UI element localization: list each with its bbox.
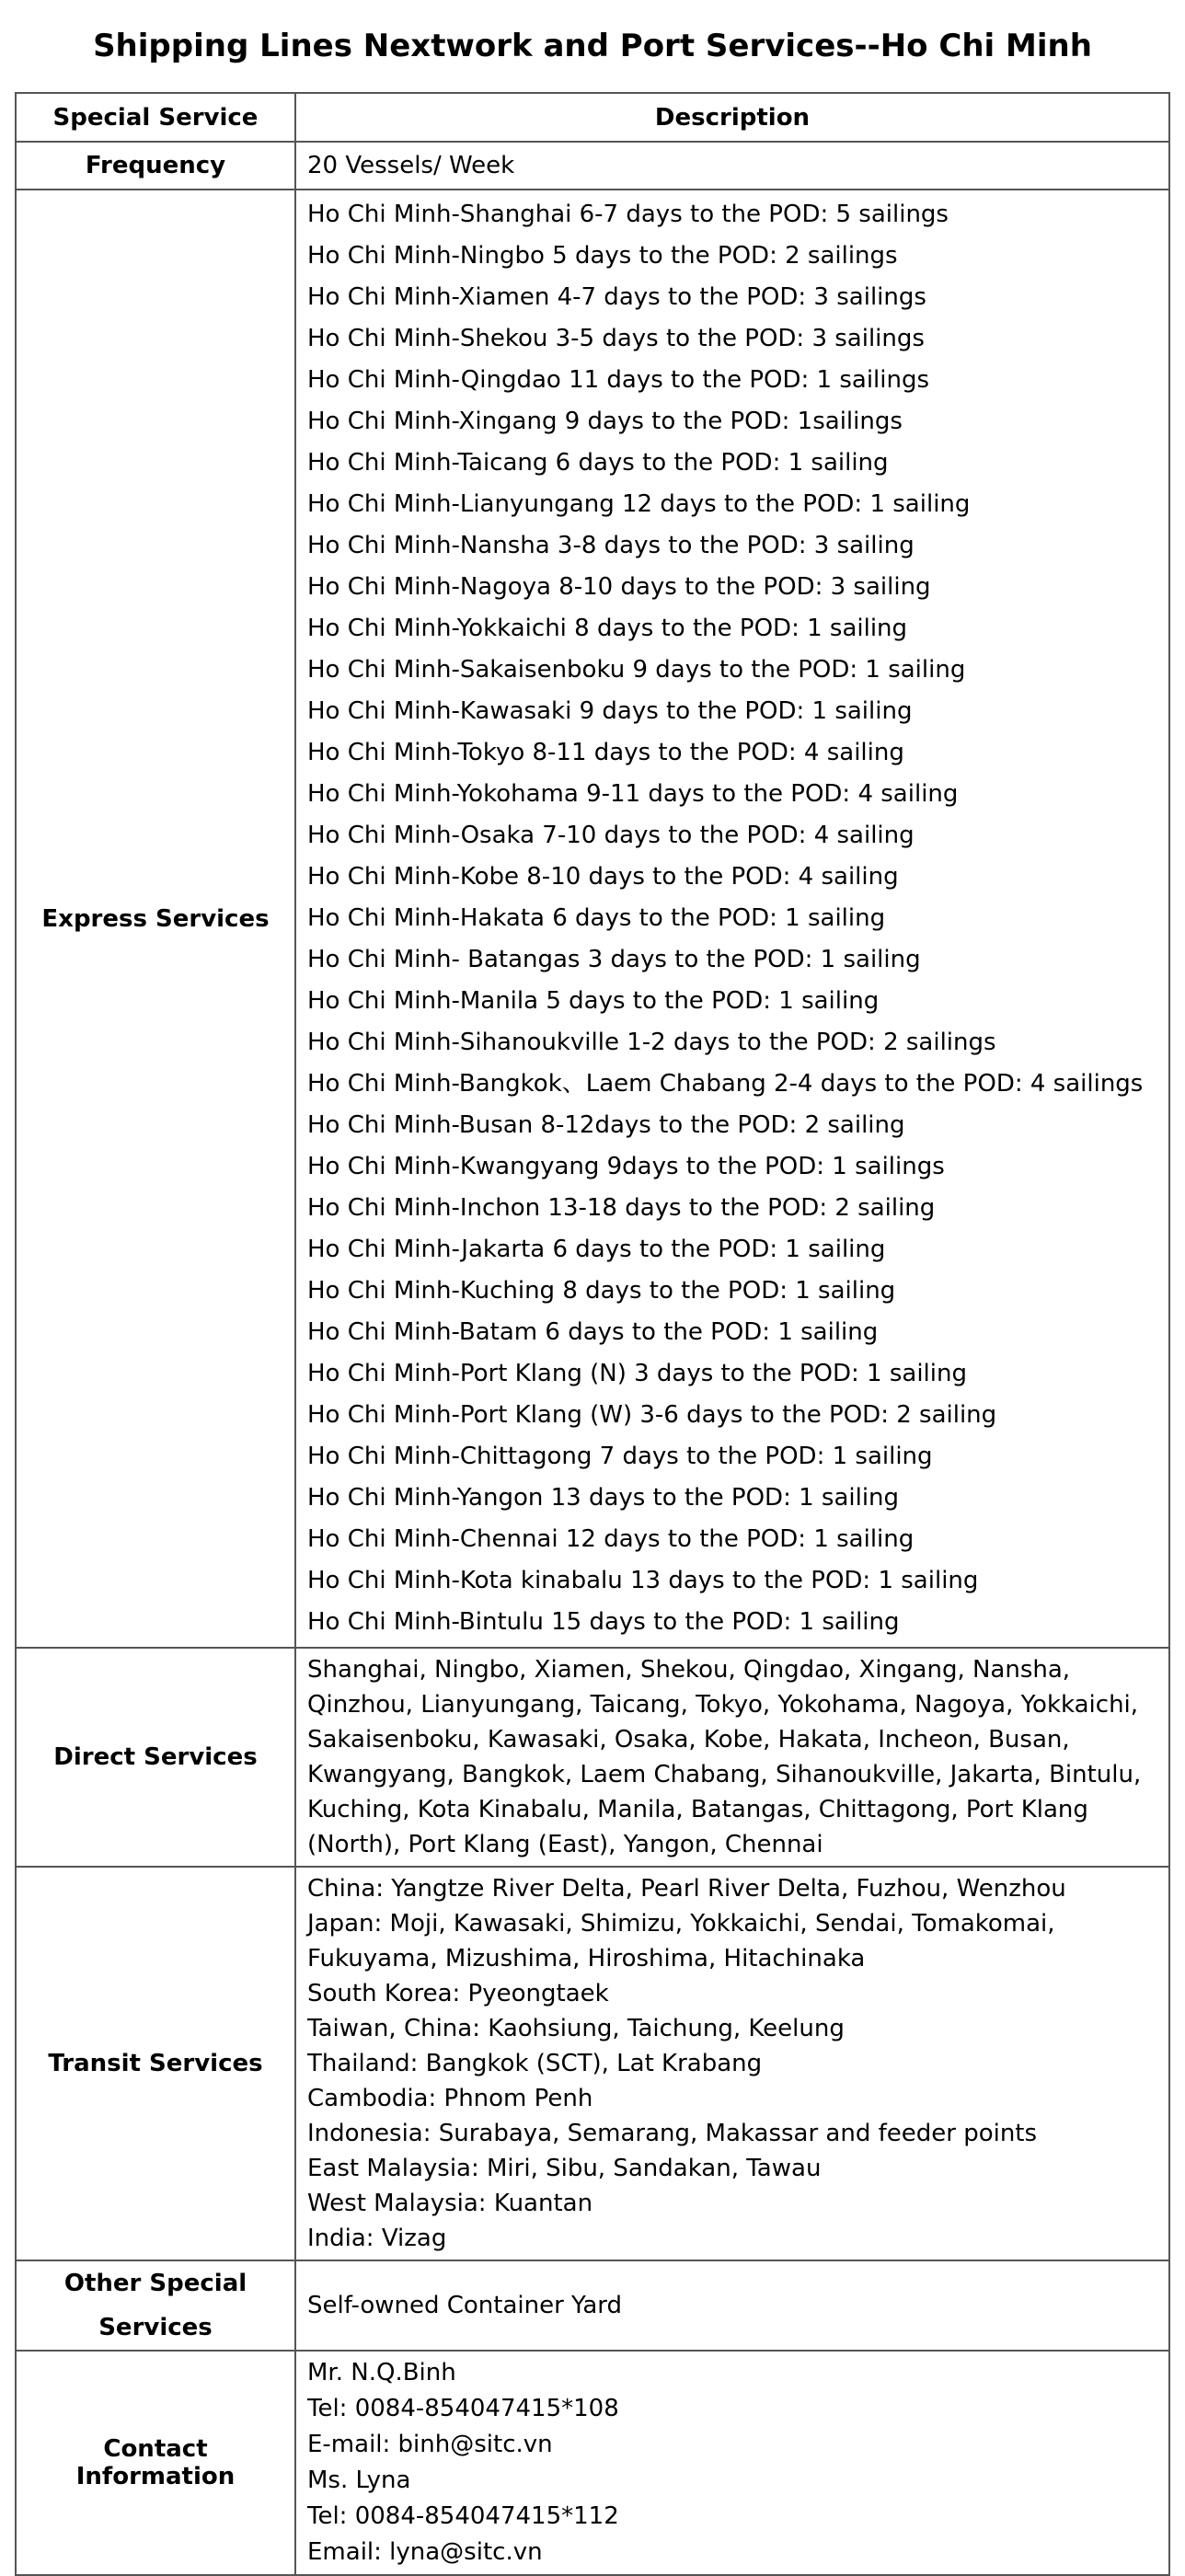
transit-service-line: China: Yangtze River Delta, Pearl River Delta, Fuzhou, Wenzhou — [307, 1875, 1066, 1903]
frequency-label: Frequency — [16, 142, 295, 190]
express-service-line: Ho Chi Minh-Xingang 9 days to the POD: 1sailings — [307, 408, 903, 435]
express-service-line: Ho Chi Minh-Taicang 6 days to the POD: 1 sailing — [307, 449, 889, 477]
express-service-line: Ho Chi Minh-Port Klang (N) 3 days to the POD: 1 sailing — [307, 1360, 967, 1387]
express-service-line: Ho Chi Minh-Manila 5 days to the POD: 1 sailing — [307, 987, 880, 1015]
transit-service-line: West Malaysia: Kuantan — [307, 2190, 593, 2217]
express-service-line: Ho Chi Minh-Kota kinabalu 13 days to the POD: 1 sailing — [307, 1567, 979, 1594]
services-table — [15, 92, 1170, 2576]
direct-services-cell — [295, 1648, 1169, 1867]
transit-service-line: Thailand: Bangkok (SCT), Lat Krabang — [307, 2050, 763, 2077]
express-service-line: Ho Chi Minh-Port Klang (W) 3-6 days to the POD: 2 sailing — [307, 1401, 997, 1429]
page-title: Shipping Lines Nextwork and Port Services--Ho Chi Minh — [93, 28, 1092, 64]
express-service-line: Ho Chi Minh-Yokkaichi 8 days to the POD: 1 sailing — [307, 615, 908, 642]
contact-line: E-mail: binh@sitc.vn — [307, 2431, 553, 2458]
header-description: Description — [295, 93, 1169, 142]
transit-service-line: South Korea: Pyeongtaek — [307, 1980, 609, 2007]
contact-information-label: Contact Information — [16, 2351, 295, 2575]
header-special-service: Special Service — [16, 93, 295, 142]
transit-services-list — [307, 1868, 1157, 2260]
express-service-line: Ho Chi Minh- Batangas 3 days to the POD: 1 sailing — [307, 946, 921, 973]
transit-service-line: Japan: Moji, Kawasaki, Shimizu, Yokkaichi, Sendai, Tomakomai, Fukuyama, Mizushima, Hiroshima, Hitachinaka — [307, 1910, 1055, 1972]
row-other-special-services — [16, 2260, 1169, 2351]
express-service-line: Ho Chi Minh-Lianyungang 12 days to the POD: 1 sailing — [307, 490, 971, 518]
express-service-line: Ho Chi Minh-Hakata 6 days to the POD: 1 sailing — [307, 904, 886, 932]
transit-services-cell — [295, 1867, 1169, 2260]
transit-service-line: India: Vizag — [307, 2225, 447, 2252]
direct-services-text: Shanghai, Ningbo, Xiamen, Shekou, Qingdao, Xingang, Nansha, Qinzhou, Lianyungang, Taicang, Tokyo, Yokohama, Nagoya, Yokkaichi, Sakaisenboku, Kawasaki, Osaka, Kobe, Hakata, Incheon, Busan, Kwangyang, Bangkok, Laem Chabang, Sihanoukville, Jakarta, Bintulu, Kuching, Kota Kinabalu, Manila, Batangas, Chittagong, Port Klang (North), Port Klang (East), Yangon, Chennai — [307, 1656, 1142, 1858]
contact-line: Mr. N.Q.Binh — [307, 2359, 456, 2386]
express-service-line: Ho Chi Minh-Jakarta 6 days to the POD: 1 sailing — [307, 1236, 886, 1263]
row-contact-information — [16, 2351, 1169, 2575]
express-service-line: Ho Chi Minh-Yangon 13 days to the POD: 1 sailing — [307, 1484, 900, 1512]
express-services-list — [307, 190, 1157, 1647]
other-services-value: Self-owned Container Yard — [295, 2260, 1169, 2351]
direct-services-label: Direct Services — [16, 1648, 295, 1867]
transit-service-line: Cambodia: Phnom Penh — [307, 2085, 593, 2112]
express-service-line: Ho Chi Minh-Nagoya 8-10 days to the POD: 3 sailing — [307, 573, 931, 601]
contact-line: Tel: 0084-854047415*108 — [307, 2395, 619, 2422]
table-header-row — [16, 93, 1169, 142]
express-service-line: Ho Chi Minh-Xiamen 4-7 days to the POD: 3 sailings — [307, 283, 926, 311]
transit-service-line: East Malaysia: Miri, Sibu, Sandakan, Tawau — [307, 2155, 822, 2182]
express-service-line: Ho Chi Minh-Tokyo 8-11 days to the POD: 4 sailing — [307, 739, 904, 766]
express-service-line: Ho Chi Minh-Batam 6 days to the POD: 1 sailing — [307, 1318, 879, 1346]
express-service-line: Ho Chi Minh-Sakaisenboku 9 days to the POD: 1 sailing — [307, 656, 966, 684]
express-service-line: Ho Chi Minh-Ningbo 5 days to the POD: 2 sailings — [307, 242, 898, 270]
express-service-line: Ho Chi Minh-Busan 8-12days to the POD: 2 sailing — [307, 1111, 905, 1139]
express-services-label: Express Services — [16, 190, 295, 1648]
transit-service-line: Taiwan, China: Kaohsiung, Taichung, Keelung — [307, 2015, 845, 2042]
express-service-line: Ho Chi Minh-Kuching 8 days to the POD: 1 sailing — [307, 1277, 896, 1305]
other-services-label: Other Special Services — [16, 2260, 295, 2351]
express-service-line: Ho Chi Minh-Bintulu 15 days to the POD: 1 sailing — [307, 1608, 900, 1636]
contact-line: Tel: 0084-854047415*112 — [307, 2502, 619, 2530]
express-service-line: Ho Chi Minh-Inchon 13-18 days to the POD: 2 sailing — [307, 1194, 936, 1222]
express-service-line: Ho Chi Minh-Kwangyang 9days to the POD: 1 sailings — [307, 1153, 945, 1180]
express-service-line: Ho Chi Minh-Bangkok、Laem Chabang 2-4 days to the POD: 4 sailings — [307, 1070, 1144, 1098]
express-service-line: Ho Chi Minh-Shanghai 6-7 days to the POD: 5 sailings — [307, 201, 949, 228]
row-direct-services — [16, 1648, 1169, 1867]
express-service-line: Ho Chi Minh-Nansha 3-8 days to the POD: 3 sailing — [307, 532, 915, 559]
express-services-cell — [295, 190, 1169, 1648]
contact-line: Ms. Lyna — [307, 2467, 411, 2494]
row-transit-services — [16, 1867, 1169, 2260]
express-service-line: Ho Chi Minh-Kawasaki 9 days to the POD: 1 sailing — [307, 697, 913, 725]
express-service-line: Ho Chi Minh-Qingdao 11 days to the POD: 1 sailings — [307, 366, 930, 394]
express-service-line: Ho Chi Minh-Kobe 8-10 days to the POD: 4 sailing — [307, 863, 899, 891]
contact-line: Email: lyna@sitc.vn — [307, 2538, 543, 2566]
transit-services-label: Transit Services — [16, 1867, 295, 2260]
frequency-value: 20 Vessels/ Week — [295, 142, 1169, 190]
express-service-line: Ho Chi Minh-Chennai 12 days to the POD: 1 sailing — [307, 1525, 915, 1553]
row-express-services — [16, 190, 1169, 1648]
express-service-line: Ho Chi Minh-Shekou 3-5 days to the POD: 3 sailings — [307, 325, 925, 352]
contact-information-cell — [295, 2351, 1169, 2575]
express-service-line: Ho Chi Minh-Yokohama 9-11 days to the POD: 4 sailing — [307, 780, 959, 808]
express-service-line: Ho Chi Minh-Chittagong 7 days to the POD: 1 sailing — [307, 1443, 933, 1470]
transit-service-line: Indonesia: Surabaya, Semarang, Makassar and feeder points — [307, 2120, 1038, 2147]
express-service-line: Ho Chi Minh-Osaka 7-10 days to the POD: 4 sailing — [307, 822, 915, 849]
express-service-line: Ho Chi Minh-Sihanoukville 1-2 days to the POD: 2 sailings — [307, 1029, 996, 1056]
row-frequency — [16, 142, 1169, 190]
contact-information-list — [307, 2352, 1157, 2574]
